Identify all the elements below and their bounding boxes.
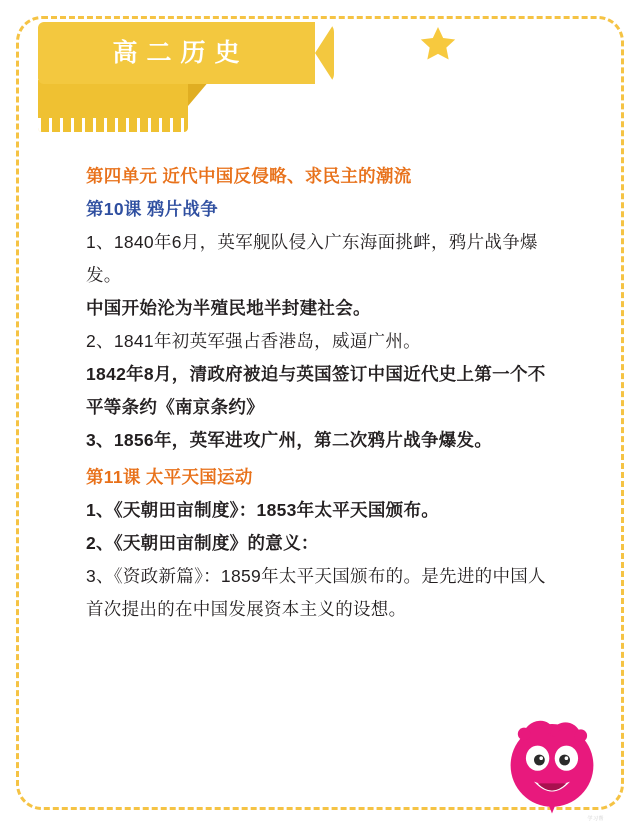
lesson-10-point-1: 1、1840年6月，英军舰队侵入广东海面挑衅，鸦片战争爆发。 <box>86 232 538 285</box>
lesson-10-point-1-note: 中国开始沦为半殖民地半封建社会。 <box>86 298 371 318</box>
lesson-11-point-2: 2、《天朝田亩制度》的意义： <box>86 533 319 553</box>
unit-heading: 第四单元 近代中国反侵略、求民主的潮流 <box>86 166 412 186</box>
lesson-11-point-1: 1、《天朝田亩制度》：1853年太平天国颁布。 <box>86 500 440 520</box>
lesson-11-point-3: 3、《资政新篇》：1859年太平天国颁布的。是先进的中国人首次提出的在中国发展资本主义的设想。 <box>86 566 546 619</box>
lesson-10-point-2-note: 1842年8月，清政府被迫与英国签订中国近代史上第一个不平等条约《南京条约》 <box>86 364 546 417</box>
lesson-10-point-2: 2、1841年初英军强占香港岛，威逼广州。 <box>86 331 421 351</box>
mascot-watermark: 学习帮 <box>587 816 604 822</box>
ribbon-tail <box>38 80 188 132</box>
lesson-content <box>86 160 556 626</box>
lesson-11-heading: 第11课 太平天国运动 <box>86 467 253 487</box>
lesson-10-point-3: 3、1856年，英军进攻广州，第二次鸦片战争爆发。 <box>86 430 493 450</box>
page-title: 高二历史 <box>112 39 249 67</box>
lesson-10-heading: 第10课 鸦片战争 <box>86 199 219 219</box>
title-ribbon <box>38 22 338 137</box>
mascot-icon <box>498 706 606 814</box>
star-icon <box>418 24 458 64</box>
